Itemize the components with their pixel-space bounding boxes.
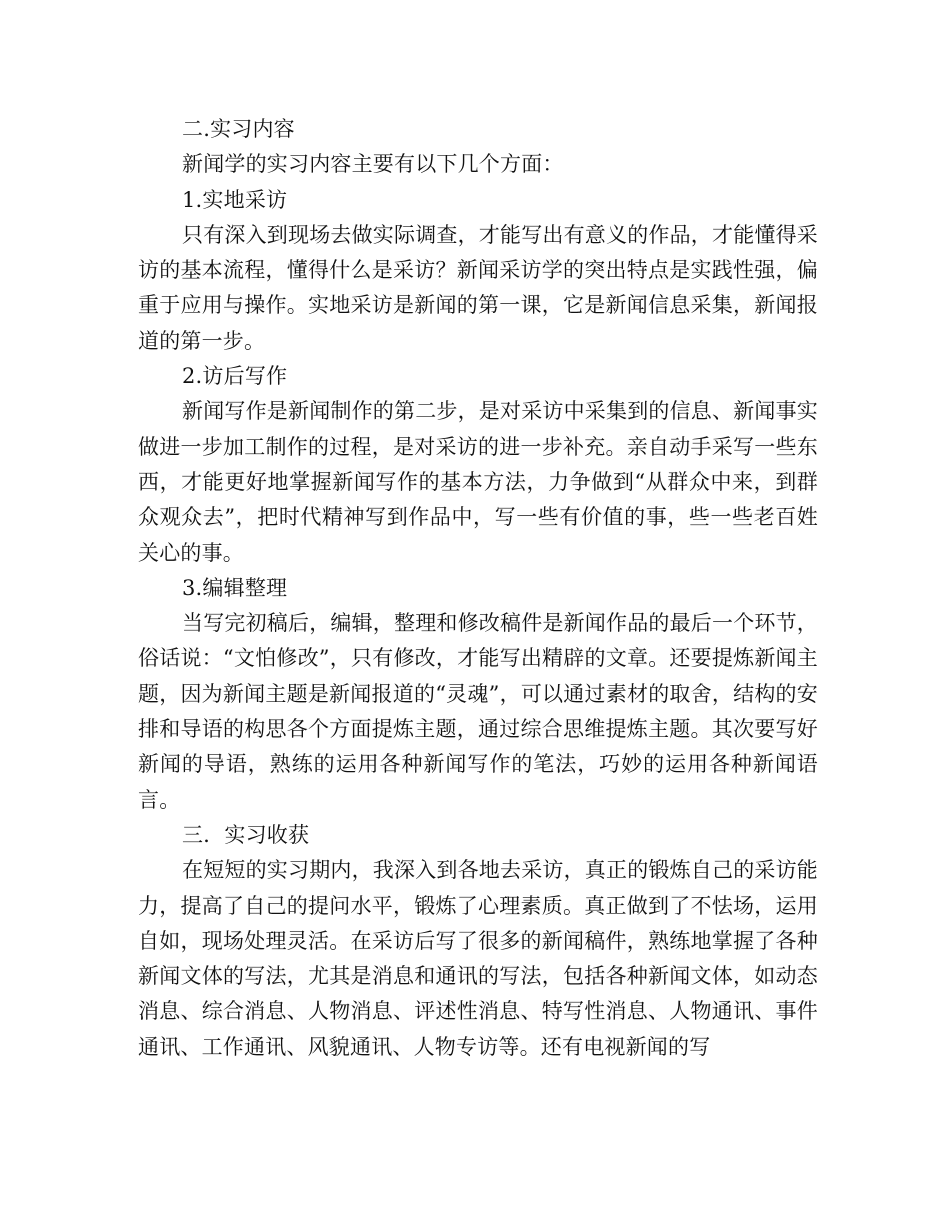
- document-body: [138, 112, 818, 1065]
- subheading-writing: 2.访后写作: [182, 364, 288, 389]
- paragraph-field-interview: 只有深入到现场去做实际调查，才能写出有意义的作品，才能懂得采访的基本流程，懂得什么是采访？新闻采访学的突出特点是实践性强，偏重于应用与操作。实地采访是新闻的第一课，它是新闻信息采集，新闻报道的第一步。: [138, 222, 818, 353]
- paragraph-intro: 新闻学的实习内容主要有以下几个方面：: [182, 152, 564, 177]
- subheading-field-interview: 1.实地采访: [182, 187, 288, 212]
- paragraph-gains: 在短短的实习期内，我深入到各地去采访，真正的锻炼自己的采访能力，提高了自己的提问水平，锻炼了心理素质。真正做到了不怯场，运用自如，现场处理灵活。在采访后写了很多的新闻稿件，熟练地掌握了各种新闻文体的写法，尤其是消息和通讯的写法，包括各种新闻文体，如动态消息、综合消息、人物消息、评述性消息、特写性消息、人物通讯、事件通讯、工作通讯、风貌通讯、人物专访等。还有电视新闻的写: [138, 858, 818, 1059]
- paragraph-writing: 新闻写作是新闻制作的第二步，是对采访中采集到的信息、新闻事实做进一步加工制作的过程，是对采访的进一步补充。亲自动手采写一些东西，才能更好地掌握新闻写作的基本方法，力争做到“从群众中来，到群众观众去”，把时代精神写到作品中，写一些有价值的事，些一些老百姓关心的事。: [138, 399, 818, 565]
- section-heading-gains: 三．实习收获: [182, 822, 310, 847]
- paragraph-editing: 当写完初稿后，编辑，整理和修改稿件是新闻作品的最后一个环节，俗话说：“文怕修改”，只有修改，才能写出精辟的文章。还要提炼新闻主题，因为新闻主题是新闻报道的“灵魂”，可以通过素材的取舍，结构的安排和导语的构思各个方面提炼主题，通过综合思维提炼主题。其次要写好新闻的导语，熟练的运用各种新闻写作的笔法，巧妙的运用各种新闻语言。: [138, 611, 818, 812]
- subheading-editing: 3.编辑整理: [182, 575, 288, 600]
- section-heading-content: 二.实习内容: [182, 117, 295, 141]
